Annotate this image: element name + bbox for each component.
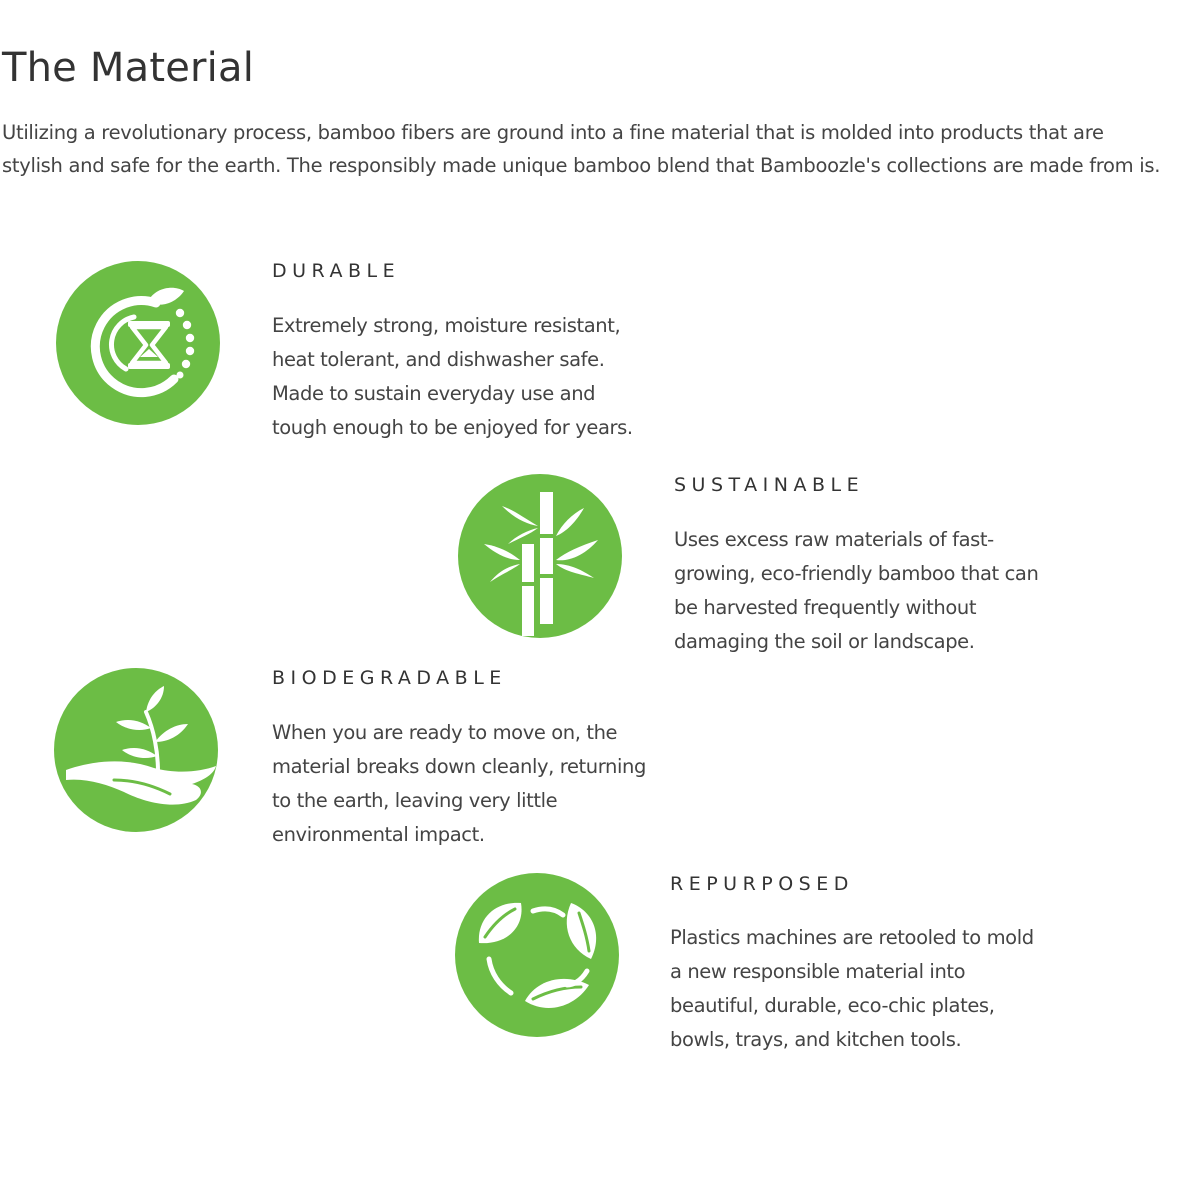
feature-line: tough enough to be enjoyed for years. — [272, 416, 633, 439]
page-title: The Material — [2, 45, 255, 91]
feature-line: heat tolerant, and dishwasher safe. — [272, 348, 605, 371]
feature-line: a new responsible material into — [670, 960, 966, 983]
hand-sprout-icon — [54, 668, 218, 832]
feature-line: When you are ready to move on, the — [272, 721, 618, 744]
leaf-recycle-icon — [455, 873, 619, 1037]
intro-line: stylish and safe for the earth. The responsibly made unique bamboo blend that Bamboozle's collections are made from is. — [2, 154, 1161, 177]
feature-line: Plastics machines are retooled to mold — [670, 926, 1034, 949]
feature-heading: DURABLE — [272, 260, 401, 282]
intro-paragraph — [2, 116, 1198, 182]
feature-line: to the earth, leaving very little — [272, 789, 558, 812]
feature-description — [272, 716, 646, 852]
bamboo-icon — [458, 474, 622, 638]
feature-heading: SUSTAINABLE — [674, 474, 865, 496]
feature-line: Extremely strong, moisture resistant, — [272, 314, 621, 337]
feature-line: material breaks down cleanly, returning — [272, 755, 646, 778]
feature-line: Made to sustain everyday use and — [272, 382, 596, 405]
feature-line: growing, eco-friendly bamboo that can — [674, 562, 1039, 585]
hourglass-cycle-icon — [56, 261, 220, 425]
feature-line: damaging the soil or landscape. — [674, 630, 975, 653]
feature-heading: REPURPOSED — [670, 873, 854, 895]
feature-description — [674, 523, 1038, 659]
feature-description — [272, 309, 633, 445]
feature-line: Uses excess raw materials of fast- — [674, 528, 994, 551]
feature-description — [670, 921, 1034, 1057]
feature-line: bowls, trays, and kitchen tools. — [670, 1028, 962, 1051]
feature-line: be harvested frequently without — [674, 596, 977, 619]
feature-line: environmental impact. — [272, 823, 485, 846]
feature-line: beautiful, durable, eco-chic plates, — [670, 994, 995, 1017]
intro-line: Utilizing a revolutionary process, bamboo fibers are ground into a fine material that is molded into products that are — [2, 121, 1104, 144]
feature-heading: BIODEGRADABLE — [272, 667, 507, 689]
